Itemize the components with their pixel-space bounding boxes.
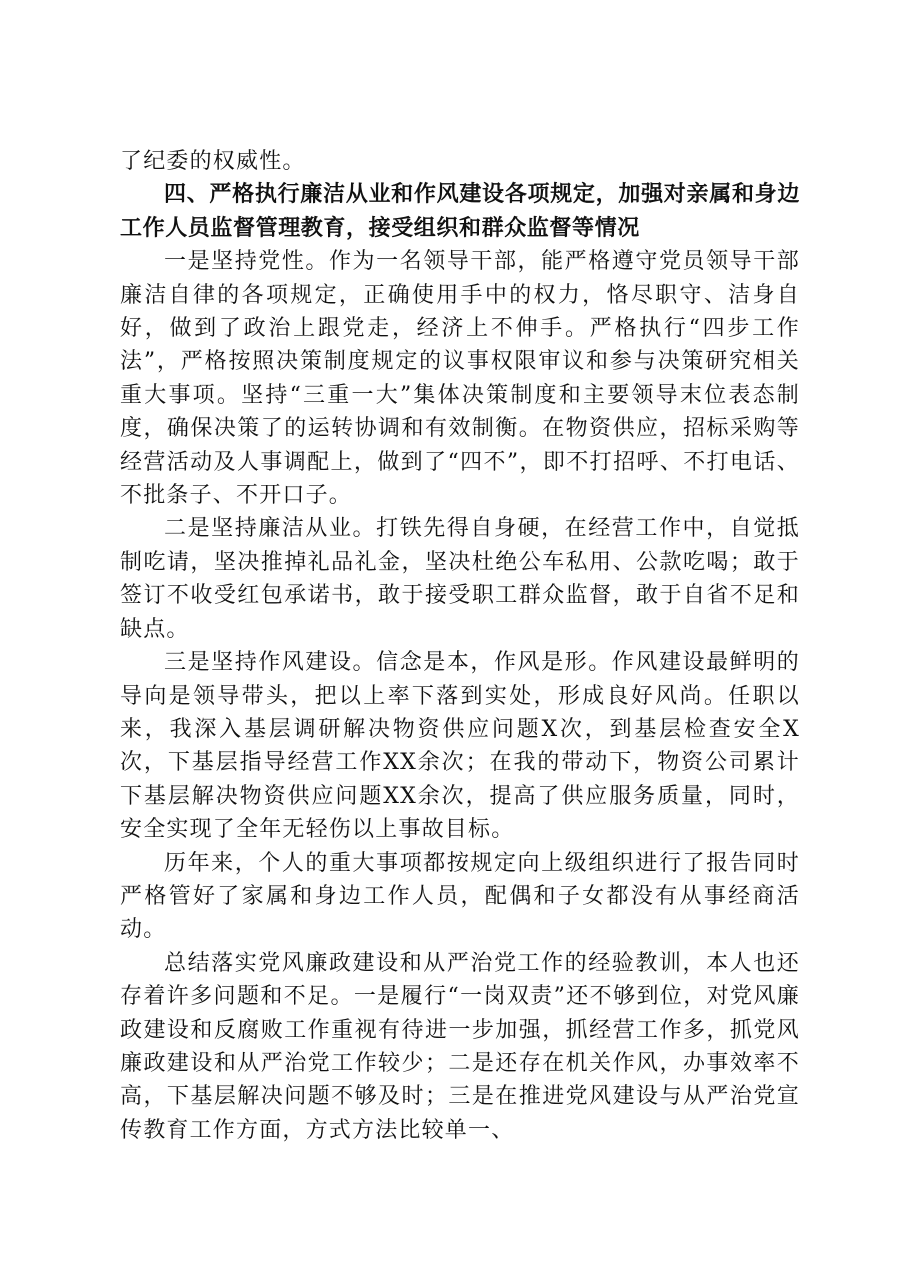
paragraph-continuation: 了纪委的权威性。 [120, 149, 306, 174]
paragraph-party-spirit: 一是坚持党性。作为一名领导干部，能严格遵守党员领导干部廉洁自律的各项规定，正确使用手中的权力，恪尽职守、洁身自好，做到了政治上跟党走，经济上不伸手。严格执行“四步工作法”，严格按照决策制度规定的议事权限审议和参与决策研究相关重大事项。坚持“三重一大”集体决策制度和主要领导末位表态制度，确保决策了的运转协调和有效制衡。在物资供应，招标采购等经营活动及人事调配上，做到了“四不”，即不打招呼、不打电话、不批条子、不开口子。 [120, 249, 800, 509]
document-body [120, 145, 800, 1147]
paragraph-work-style: 三是坚持作风建设。信念是本，作风是形。作风建设最鲜明的导向是领导带头，把以上率下落到实处，形成良好风尚。任职以来，我深入基层调研解决物资供应问题X次，到基层检查安全X次，下基层指导经营工作XX余次；在我的带动下，物资公司累计下基层解决物资供应问题XX余次，提高了供应服务质量，同时，安全实现了全年无轻伤以上事故目标。 [120, 650, 800, 843]
paragraph-summary: 总结落实党风廉政建设和从严治党工作的经验教训，本人也还存着许多问题和不足。一是履行“一岗双责”还不够到位，对党风廉政建设和反腐败工作重视有待进一步加强，抓经营工作多，抓党风廉政建设和从严治党工作较少；二是还存在机关作风，办事效率不高，下基层解决问题不够及时；三是在推进党风建设与从严治党宣传教育工作方面，方式方法比较单一、 [120, 950, 800, 1143]
paragraph-personal-matters: 历年来，个人的重大事项都按规定向上级组织进行了报告同时严格管好了家属和身边工作人员，配偶和子女都没有从事经商活动。 [120, 850, 800, 943]
paragraph-clean-practice: 二是坚持廉洁从业。打铁先得自身硬，在经营工作中，自觉抵制吃请，坚决推掉礼品礼金，坚决杜绝公车私用、公款吃喝；敢于签订不收受红包承诺书，敢于接受职工群众监督，敢于自省不足和缺点。 [120, 516, 800, 642]
section-heading: 四、严格执行廉洁从业和作风建设各项规定，加强对亲属和身边工作人员监督管理教育，接受组织和群众监督等情况 [120, 182, 800, 241]
